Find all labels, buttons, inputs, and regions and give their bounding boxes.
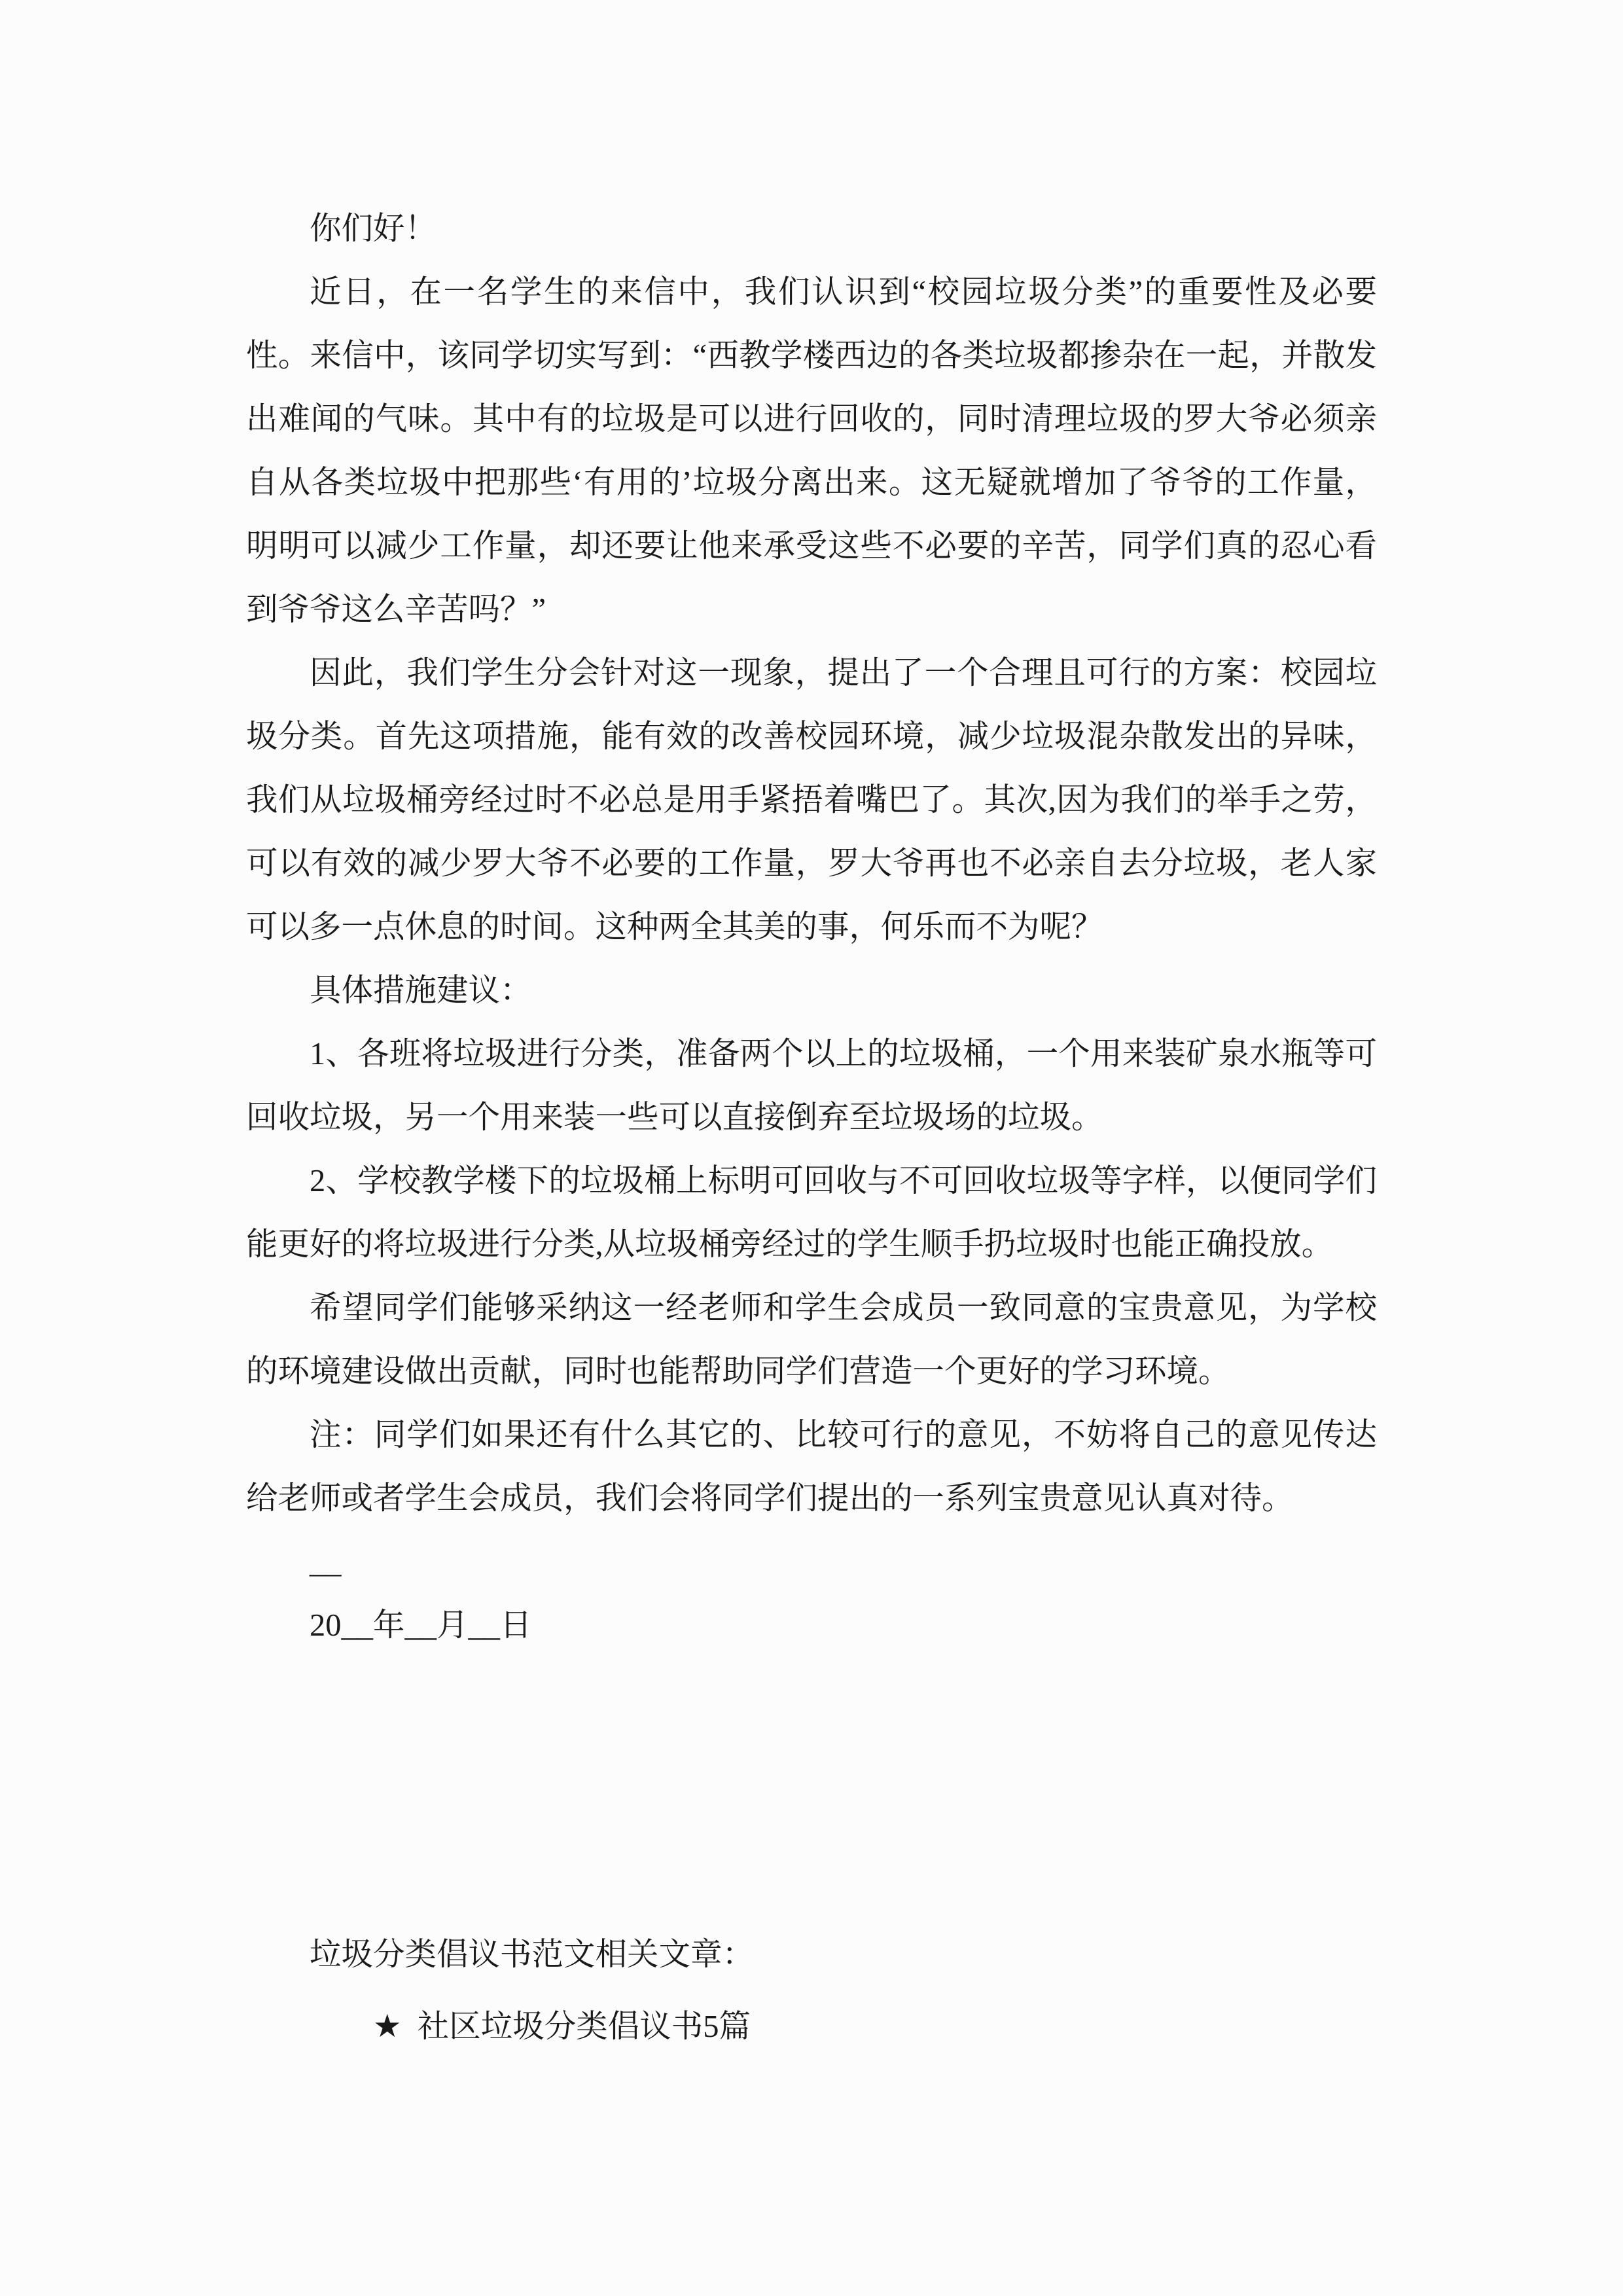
star-icon: ★ [373,2009,402,2044]
signature-blank: __ [310,1545,342,1579]
paragraph: 近日，在一名学生的来信中，我们认识到“校园垃圾分类”的重要性及必要性。来信中，该同学切实写到：“西教学楼西边的各类垃圾都掺杂在一起，并散发出难闻的气味。其中有的垃圾是可以进行回收的，同时清理垃圾的罗大爷必须亲自从各类垃圾中把那些‘有用的’垃圾分离出来。这无疑就增加了爷爷的工作量，明明可以减少工作量，却还要让他来承受这些不必要的辛苦，同学们真的忍心看到爷爷这么辛苦吗？” [246,275,1377,627]
paragraph-measure-2: 2、学校教学楼下的垃圾桶上标明可回收与不可回收垃圾等字样，以便同学们能更好的将垃圾进行分类,从垃圾桶旁经过的学生顺手扔垃圾时也能正确投放。 [246,1164,1377,1262]
paragraph-measure-1: 1、各班将垃圾进行分类，准备两个以上的垃圾桶，一个用来装矿泉水瓶等可回收垃圾，另一个用来装一些可以直接倒弃至垃圾场的垃圾。 [246,1037,1377,1135]
related-article-label: 社区垃圾分类倡议书5篇 [417,2009,751,2044]
paragraph: 希望同学们能够采纳这一经老师和学生会成员一致同意的宝贵意见，为学校的环境建设做出贡献，同时也能帮助同学们营造一个更好的学习环境。 [246,1291,1377,1389]
paragraph-measures-heading: 具体措施建议： [310,973,532,1008]
related-articles-heading: 垃圾分类倡议书范文相关文章： [310,1937,755,1972]
document-body [246,197,1377,2058]
paragraph-greeting: 你们好！ [310,211,437,246]
date-line: 20__年__月__日 [310,1608,532,1643]
paragraph-note: 注：同学们如果还有什么其它的、比较可行的意见，不妨将自己的意见传达给老师或者学生会成员，我们会将同学们提出的一系列宝贵意见认真对待。 [246,1418,1377,1516]
related-article-item [246,1995,1377,2058]
paragraph: 因此，我们学生分会针对这一现象，提出了一个合理且可行的方案：校园垃圾分类。首先这项措施，能有效的改善校园环境，减少垃圾混杂散发出的异味，我们从垃圾桶旁经过时不必总是用手紧捂着嘴巴了。其次,因为我们的举手之劳，可以有效的减少罗大爷不必要的工作量，罗大爷再也不必亲自去分垃圾，老人家可以多一点休息的时间。这种两全其美的事，何乐而不为呢？ [246,656,1377,944]
